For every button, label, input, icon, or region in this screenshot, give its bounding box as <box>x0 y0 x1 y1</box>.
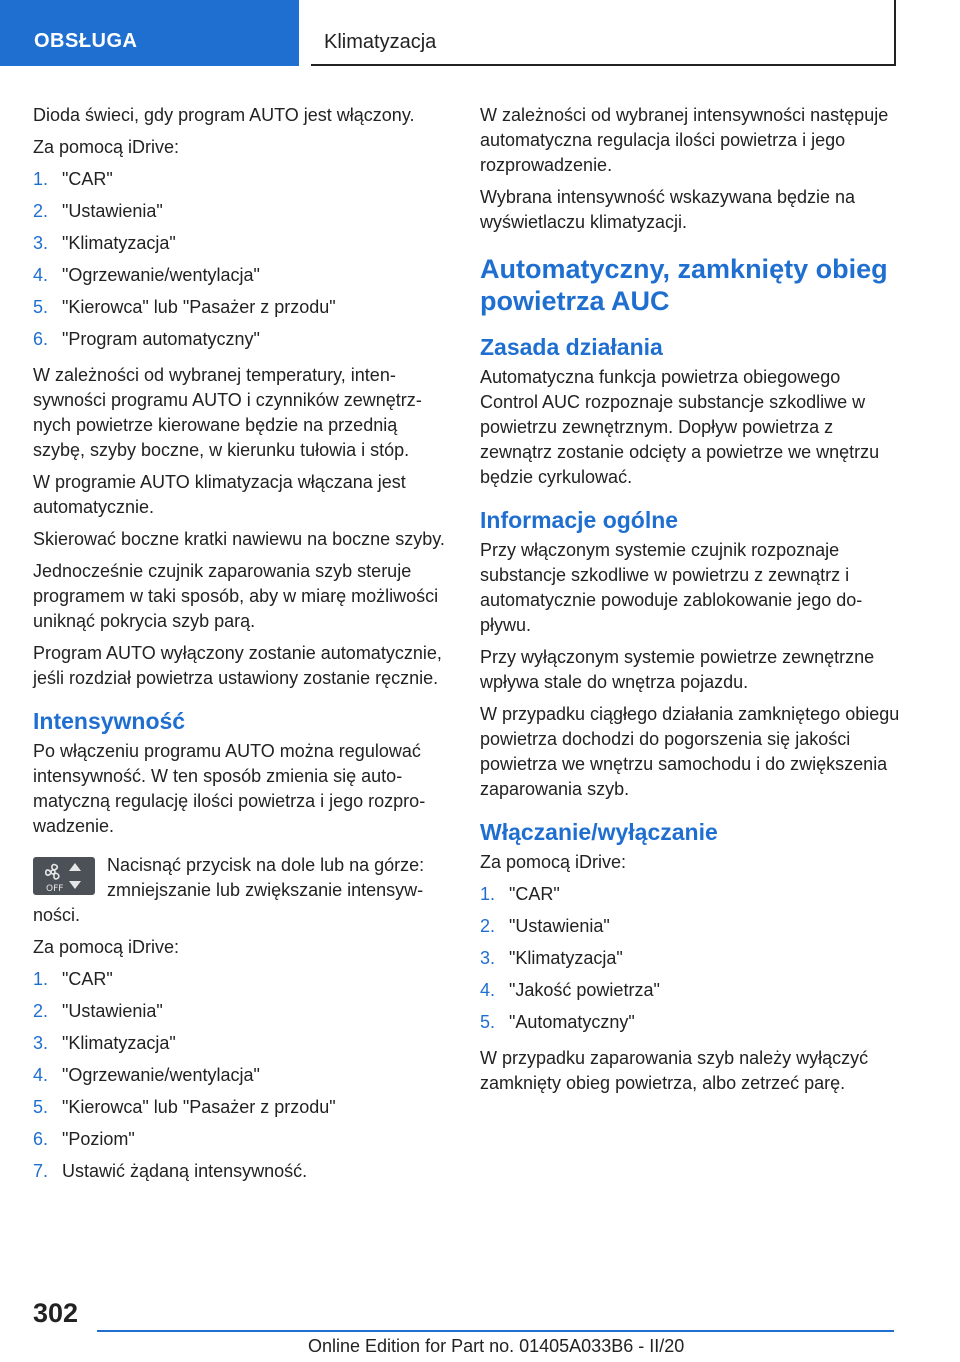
step-number: 4. <box>33 1065 49 1085</box>
step-number: 2. <box>33 1001 49 1021</box>
step-item <box>33 199 451 231</box>
step-item <box>33 295 451 327</box>
header-section-tab <box>0 0 299 66</box>
paragraph: Program AUTO wyłączony zostanie automatycznie, jeśli rozdział powietrza ustawiony zostanie ręcznie. <box>33 643 442 688</box>
step-text: "Kierowca" lub "Pasażer z przodu" <box>62 1097 336 1117</box>
step-text: "Ustawienia" <box>62 201 163 221</box>
step-text: "Automatyczny" <box>509 1012 635 1032</box>
right-column <box>480 103 900 1103</box>
step-text: "CAR" <box>62 169 113 189</box>
fan-button-note <box>33 853 451 928</box>
step-text: "Program automatyczny" <box>62 329 260 349</box>
steps-list <box>33 167 451 359</box>
paragraph: Przy wyłączonym systemie powietrze zewnętrzne wpływa stale do wnętrza pojazdu. <box>480 647 875 692</box>
paragraph: W przypadku ciągłego działania zamkniętego obiegu powietrza dochodzi do pogorszenia się jakości powietrza we wnętrzu samochodu i do zwiększenia zaparowania szyb. <box>480 704 900 799</box>
paragraph: Dioda świeci, gdy program AUTO jest włączony. <box>33 105 415 125</box>
step-number: 7. <box>33 1161 49 1181</box>
step-text: "Klimatyzacja" <box>62 1033 176 1053</box>
step-number: 1. <box>33 969 49 989</box>
step-item <box>33 1095 451 1127</box>
step-text: "Poziom" <box>62 1129 135 1149</box>
paragraph: Jednocześnie czujnik zaparowania szyb steruje programem w taki sposób, aby w miarę możliwości uniknąć pokrycia szyb parą. <box>33 561 439 631</box>
step-number: 3. <box>33 233 49 253</box>
paragraph: W przypadku zaparowania szyb należy wyłączyć zamknięty obieg powietrza, albo zetrzeć parę. <box>480 1048 869 1093</box>
step-number: 2. <box>33 201 49 221</box>
step-text: "CAR" <box>509 884 560 904</box>
step-item <box>480 882 900 914</box>
heading-principle: Zasada działania <box>480 334 663 360</box>
paragraph: W zależności od wybranej temperatury, intensywności programu AUTO i czynników zewnętrznych powietrze kierowane będzie na przednią szybę, szyby boczne, w kierunku tułowia i stóp. <box>33 365 422 460</box>
step-number: 2. <box>480 916 496 936</box>
header-section-title: OBSŁUGA <box>34 30 138 52</box>
step-text: "Ustawienia" <box>62 1001 163 1021</box>
header-chapter-box <box>311 0 896 66</box>
page-number: 302 <box>33 1298 79 1328</box>
paragraph: Przy włączonym systemie czujnik rozpoznaje substancje szkodliwe w powietrzu z zewnątrz i automatycznie powoduje zablokowanie jego dopływu. <box>480 540 863 635</box>
footer-edition: Online Edition for Part no. 01405A033B6 - II/20 <box>308 1336 685 1356</box>
step-number: 6. <box>33 329 49 349</box>
step-text: Ustawić żądaną intensywność. <box>62 1161 308 1181</box>
paragraph: Za pomocą iDrive: <box>33 937 180 957</box>
paragraph: Automatyczna funkcja powietrza obiegowego Control AUC rozpoznaje substancje szkodliwe w powietrzu zewnętrznym. Dopływ powietrza z zewnątrz zostanie odcięty a powietrze we wnętrzu będzie cyrkulować. <box>480 367 880 487</box>
paragraph: W programie AUTO klimatyzacja włączana jest automatycznie. <box>33 472 406 517</box>
step-number: 6. <box>33 1129 49 1149</box>
paragraph: Skierować boczne kratki nawiewu na boczne szyby. <box>33 529 445 549</box>
step-text: "Klimatyzacja" <box>62 233 176 253</box>
step-text: "Ogrzewanie/wentylacja" <box>62 265 260 285</box>
fan-button-text: Nacisnąć przycisk na dole lub na górze: zmniejszanie lub zwiększanie intensywności. <box>33 855 425 925</box>
step-item <box>33 327 451 359</box>
step-item <box>33 967 451 999</box>
step-text: "Kierowca" lub "Pasażer z przodu" <box>62 297 336 317</box>
heading-on-off: Włączanie/wyłączanie <box>480 819 718 845</box>
step-number: 1. <box>480 884 496 904</box>
step-text: "Ustawienia" <box>509 916 610 936</box>
steps-list <box>33 967 451 1191</box>
heading-intensity: Intensywność <box>33 708 186 734</box>
step-number: 3. <box>480 948 496 968</box>
paragraph: Za pomocą iDrive: <box>33 137 180 157</box>
step-item <box>33 1127 451 1159</box>
step-number: 5. <box>33 297 49 317</box>
step-number: 3. <box>33 1033 49 1053</box>
step-item <box>33 1063 451 1095</box>
fan-intensity-button-icon <box>33 857 95 895</box>
heading-auc: Automatyczny, zamknięty obieg powietrza AUC <box>480 254 888 316</box>
step-number: 4. <box>480 980 496 1000</box>
steps-list <box>480 882 900 1042</box>
left-column <box>33 103 451 1195</box>
step-number: 4. <box>33 265 49 285</box>
paragraph: Za pomocą iDrive: <box>480 852 627 872</box>
step-item <box>33 999 451 1031</box>
step-number: 5. <box>480 1012 496 1032</box>
step-item <box>480 946 900 978</box>
step-text: "CAR" <box>62 969 113 989</box>
step-item <box>33 263 451 295</box>
step-item <box>480 1010 900 1042</box>
step-item <box>480 914 900 946</box>
step-item <box>33 167 451 199</box>
paragraph: Po włączeniu programu AUTO można regulować intensywność. W ten sposób zmienia się automatyczną regulację ilości powietrza i jego rozprowadzenie. <box>33 741 426 836</box>
step-item <box>33 1159 451 1191</box>
step-text: "Klimatyzacja" <box>509 948 623 968</box>
step-number: 1. <box>33 169 49 189</box>
paragraph: Wybrana intensywność wskazywana będzie na wyświetlaczu klimatyzacji. <box>480 187 856 232</box>
fan-off-label: OFF <box>46 884 64 894</box>
step-item <box>33 231 451 263</box>
step-text: "Ogrzewanie/wentylacja" <box>62 1065 260 1085</box>
footer-divider <box>97 1330 894 1332</box>
header-chapter-title: Klimatyzacja <box>324 31 437 53</box>
step-item <box>33 1031 451 1063</box>
step-text: "Jakość powietrza" <box>509 980 660 1000</box>
paragraph: W zależności od wybranej intensywności następuje automatyczna regulacja ilości powietrza i jego rozprowadzenie. <box>480 105 889 175</box>
heading-general-info: Informacje ogólne <box>480 507 679 533</box>
step-item <box>480 978 900 1010</box>
step-number: 5. <box>33 1097 49 1117</box>
